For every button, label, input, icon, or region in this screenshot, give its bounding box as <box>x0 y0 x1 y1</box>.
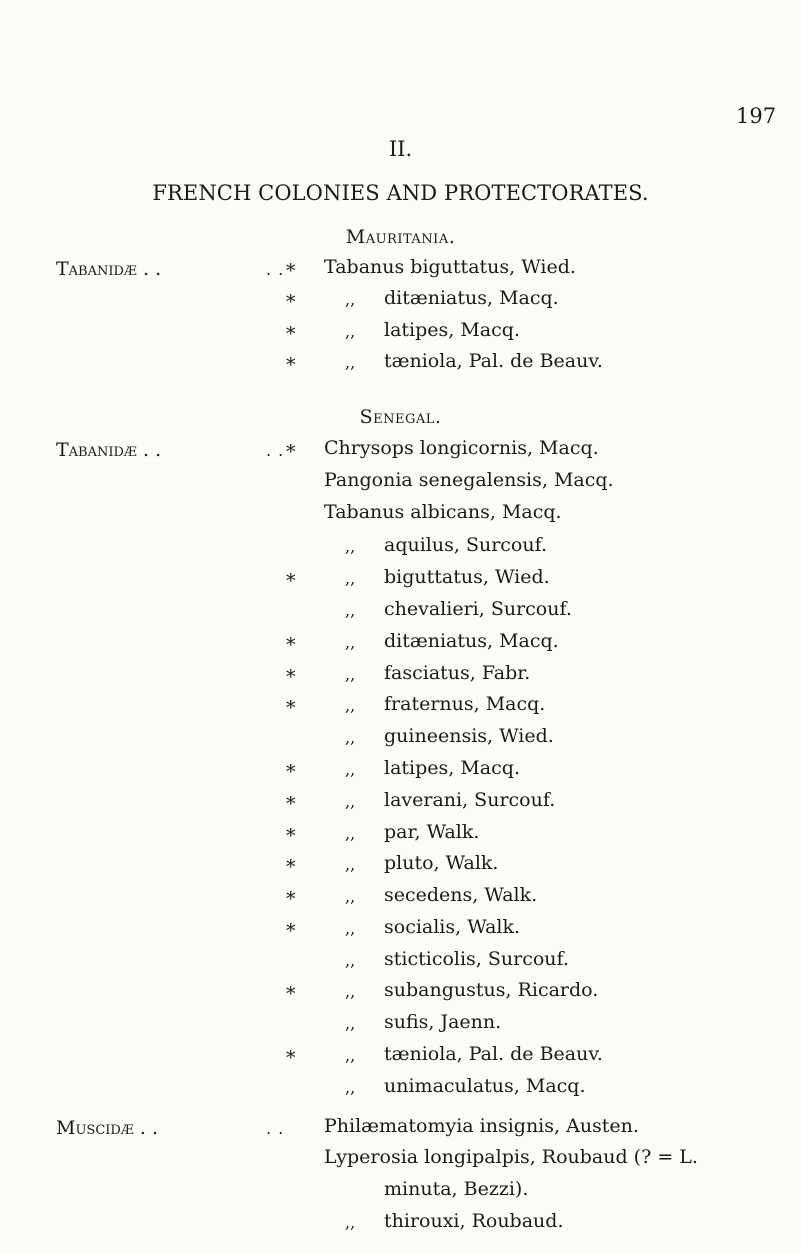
species-entry: guineensis, Wied. <box>384 725 554 747</box>
species-entry: Philæmatomyia insignis, Austen. <box>324 1115 639 1137</box>
asterisk-marker: * <box>286 856 296 878</box>
species-entry: Chrysops longicornis, Macq. <box>324 437 599 459</box>
species-entry: socialis, Walk. <box>384 916 521 938</box>
ditto-mark: ,, <box>345 951 356 970</box>
leader-dots: . . <box>266 1119 285 1138</box>
species-entry: Tabanus albicans, Macq. <box>324 501 562 523</box>
species-entry: tæniola, Pal. de Beauv. <box>384 350 603 372</box>
ditto-mark: ,, <box>345 290 356 309</box>
asterisk-marker: * <box>286 441 296 463</box>
species-entry: Pangonia senegalensis, Macq. <box>324 469 614 491</box>
ditto-mark: ,, <box>345 792 356 811</box>
species-entry: subangustus, Ricardo. <box>384 979 599 1001</box>
ditto-mark: ,, <box>345 353 356 372</box>
region-heading: Senegal. <box>359 406 442 428</box>
asterisk-marker: * <box>286 793 296 815</box>
asterisk-marker: * <box>286 1047 296 1069</box>
species-entry: aquilus, Surcouf. <box>384 534 547 556</box>
asterisk-marker: * <box>286 920 296 942</box>
family-label: Muscidæ . . <box>56 1117 158 1139</box>
ditto-mark: ,, <box>345 601 356 620</box>
asterisk-marker: * <box>286 354 296 376</box>
species-entry: thirouxi, Roubaud. <box>384 1210 564 1232</box>
ditto-mark: ,, <box>345 982 356 1001</box>
ditto-mark: ,, <box>345 728 356 747</box>
ditto-mark: ,, <box>345 1014 356 1033</box>
ditto-mark: ,, <box>345 1213 356 1232</box>
page-number: 197 <box>736 104 777 128</box>
family-label: Tabanidæ . . <box>56 439 162 461</box>
species-entry: par, Walk. <box>384 821 480 843</box>
leader-dots: . . <box>266 441 285 460</box>
ditto-mark: ,, <box>345 696 356 715</box>
species-entry: latipes, Macq. <box>384 757 520 779</box>
species-entry: ditæniatus, Macq. <box>384 630 559 652</box>
species-entry: Lyperosia longipalpis, Roubaud (? = L. <box>324 1146 698 1168</box>
ditto-mark: ,, <box>345 760 356 779</box>
species-entry: biguttatus, Wied. <box>384 566 550 588</box>
asterisk-marker: * <box>286 260 296 282</box>
ditto-mark: ,, <box>345 919 356 938</box>
asterisk-marker: * <box>286 291 296 313</box>
species-entry: laverani, Surcouf. <box>384 789 556 811</box>
asterisk-marker: * <box>286 888 296 910</box>
species-entry: sufis, Jaenn. <box>384 1011 502 1033</box>
chapter-title: FRENCH COLONIES AND PROTECTORATES. <box>152 181 649 205</box>
species-entry: tæniola, Pal. de Beauv. <box>384 1043 603 1065</box>
asterisk-marker: * <box>286 983 296 1005</box>
species-entry: latipes, Macq. <box>384 319 520 341</box>
species-entry: secedens, Walk. <box>384 884 538 906</box>
ditto-mark: ,, <box>345 824 356 843</box>
species-entry: Tabanus biguttatus, Wied. <box>324 256 576 278</box>
species-entry: pluto, Walk. <box>384 852 499 874</box>
species-entry: sticticolis, Surcouf. <box>384 948 569 970</box>
ditto-mark: ,, <box>345 569 356 588</box>
ditto-mark: ,, <box>345 1046 356 1065</box>
species-entry: unimaculatus, Macq. <box>384 1075 586 1097</box>
family-label: Tabanidæ . . <box>56 258 162 280</box>
ditto-mark: ,, <box>345 633 356 652</box>
asterisk-marker: * <box>286 323 296 345</box>
leader-dots: . . <box>266 260 285 279</box>
asterisk-marker: * <box>286 761 296 783</box>
chapter-number: II. <box>388 137 413 161</box>
ditto-mark: ,, <box>345 887 356 906</box>
ditto-mark: ,, <box>345 665 356 684</box>
species-entry: ditæniatus, Macq. <box>384 287 559 309</box>
asterisk-marker: * <box>286 666 296 688</box>
species-entry: chevalieri, Surcouf. <box>384 598 572 620</box>
region-heading: Mauritania. <box>345 226 456 248</box>
asterisk-marker: * <box>286 825 296 847</box>
asterisk-marker: * <box>286 697 296 719</box>
ditto-mark: ,, <box>345 1078 356 1097</box>
asterisk-marker: * <box>286 634 296 656</box>
species-entry: fasciatus, Fabr. <box>384 662 531 684</box>
asterisk-marker: * <box>286 570 296 592</box>
ditto-mark: ,, <box>345 855 356 874</box>
ditto-mark: ,, <box>345 322 356 341</box>
ditto-mark: ,, <box>345 537 356 556</box>
species-entry: minuta, Bezzi). <box>384 1178 529 1200</box>
species-entry: fraternus, Macq. <box>384 693 546 715</box>
